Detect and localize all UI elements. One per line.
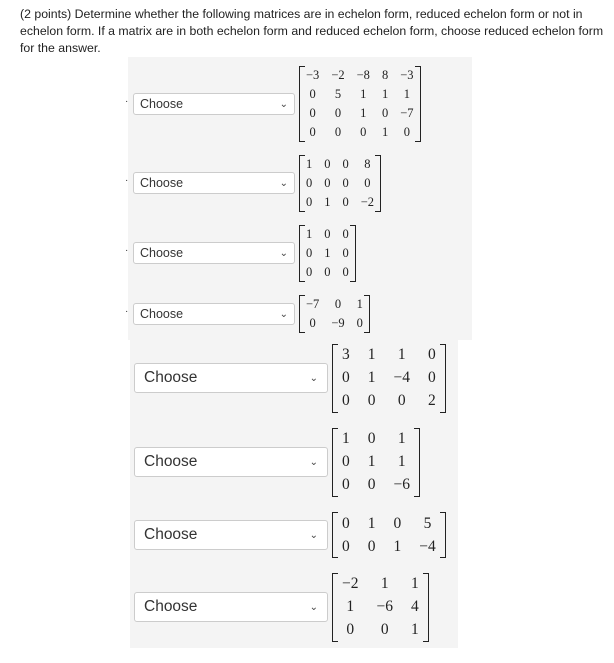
question-row [134,573,429,642]
matrix-entry: 1 [306,156,313,171]
matrix-entry: 1 [380,575,389,592]
matrix-entry: −2 [331,68,345,82]
matrix-entry: 1 [356,297,363,311]
select-value: Choose [144,526,198,543]
matrix-entry: 1 [367,453,376,470]
answer-select[interactable] [133,303,295,325]
matrix-entry: 1 [346,598,355,615]
matrix-entry: −6 [376,598,393,615]
question-text: (2 points) Determine whether the following matrices are in echelon form, reduced echelon form or not in echelon form. If a matrix are in both echelon form and reduced echelon form, choose reduced echelon form for the answer. [20,7,604,55]
matrix-entry: 0 [367,476,376,493]
matrix-entry: 0 [334,106,342,120]
matrix-entry: 5 [423,514,432,532]
matrix [332,344,446,413]
matrix [332,428,420,497]
answer-select[interactable] [134,592,328,622]
matrix-entry: 1 [411,575,419,592]
select-value: Choose [140,246,184,260]
select-value: Choose [140,97,184,111]
matrix-entry: −8 [356,68,370,82]
matrix [332,512,446,558]
matrix-entry: 8 [364,156,371,171]
question-row [133,66,421,142]
matrix-entry: 0 [342,453,350,470]
matrix-entry: 0 [342,156,349,171]
matrix-entry: 1 [324,194,331,209]
matrix-entry: 1 [367,514,376,532]
matrix-entry: 5 [334,87,342,101]
matrix-entry: 0 [306,245,313,260]
matrix-entry: 0 [381,106,389,120]
matrix-entry: 0 [393,514,402,532]
matrix-entry: 1 [360,87,367,101]
matrix-entry: 0 [367,537,376,555]
matrix-entry: 0 [342,369,350,386]
matrix-entry: 1 [411,621,419,638]
matrix-entry: 0 [309,125,316,139]
matrix-entry: 1 [397,430,406,447]
bullet: · [125,96,129,107]
matrix-entry: 0 [364,175,371,190]
matrix-entry: 0 [342,245,349,260]
matrix-entry: 2 [428,392,436,409]
answer-select[interactable] [133,172,295,194]
chevron-down-icon: ⌄ [309,601,318,613]
matrix-entry: −4 [419,537,436,555]
matrix-entry: 1 [342,430,350,447]
matrix-entry: 8 [381,68,389,82]
chevron-down-icon: ⌄ [279,247,288,259]
matrix-entry: 1 [306,226,313,241]
matrix-entry: 0 [342,264,349,279]
question-row [134,344,446,413]
matrix-entry: 0 [428,346,436,363]
matrix-entry: 1 [397,453,406,470]
matrix [299,155,381,212]
question-row [133,295,370,333]
matrix-entry: 0 [342,226,349,241]
select-value: Choose [144,369,198,386]
matrix-entry: 0 [342,194,349,209]
matrix-entry: −9 [331,316,345,330]
select-value: Choose [140,307,184,321]
matrix-entry: −7 [400,106,414,120]
matrix-entry: −7 [306,297,320,311]
matrix-entry: 0 [342,175,349,190]
chevron-down-icon: ⌄ [279,98,288,110]
question-row [134,512,446,558]
answer-select[interactable] [134,520,328,550]
matrix-entry: 1 [360,106,367,120]
answer-select[interactable] [133,93,295,115]
matrix-entry: −2 [360,194,375,209]
matrix-entry: −6 [393,476,410,493]
question-row [133,225,356,282]
matrix-entry: 1 [367,346,376,363]
chevron-down-icon: ⌄ [279,308,288,320]
matrix [332,573,429,642]
matrix [299,66,421,142]
matrix-entry: 1 [381,87,389,101]
question-row [134,428,420,497]
matrix-entry: −3 [400,68,414,82]
chevron-down-icon: ⌄ [309,372,318,384]
matrix-entry: 0 [306,264,313,279]
matrix-entry: 0 [309,316,316,330]
matrix-entry: 0 [403,125,410,139]
matrix-entry: 1 [381,125,389,139]
select-value: Choose [144,598,198,615]
matrix-entry: 0 [342,537,350,555]
matrix-entry: 1 [324,245,331,260]
bullet: · [125,306,129,317]
matrix-entry: 0 [342,392,350,409]
matrix-entry: 0 [309,87,316,101]
matrix-entry: 0 [324,264,331,279]
matrix-entry: 0 [334,297,342,311]
matrix-entry: 0 [346,621,355,638]
answer-select[interactable] [134,447,328,477]
bullet: · [125,175,129,186]
matrix-entry: −2 [342,575,359,592]
matrix-entry: 0 [367,392,376,409]
matrix-entry: 1 [403,87,410,101]
matrix-entry: 0 [428,369,436,386]
select-value: Choose [140,176,184,190]
answer-select[interactable] [134,363,328,393]
matrix-entry: 4 [411,598,419,615]
matrix-entry: 1 [393,537,402,555]
matrix-entry: 0 [360,125,367,139]
matrix-entry: −3 [306,68,320,82]
matrix-entry: 0 [306,175,313,190]
matrix-entry: 0 [334,125,342,139]
matrix-entry: 3 [342,346,350,363]
matrix-entry: 0 [397,392,406,409]
matrix-entry: 1 [367,369,376,386]
question-row [133,155,381,212]
matrix-entry: 0 [342,476,350,493]
matrix [299,295,370,333]
answer-select[interactable] [133,242,295,264]
chevron-down-icon: ⌄ [279,177,288,189]
matrix-entry: 0 [380,621,389,638]
matrix-entry: 0 [367,430,376,447]
matrix-entry: 0 [342,514,350,532]
matrix-entry: 0 [324,175,331,190]
chevron-down-icon: ⌄ [309,529,318,541]
matrix-entry: 0 [324,226,331,241]
matrix-entry: 0 [306,194,313,209]
matrix-entry: 0 [324,156,331,171]
matrix [299,225,356,282]
matrix-entry: −4 [393,369,410,386]
matrix-entry: 0 [309,106,316,120]
chevron-down-icon: ⌄ [309,456,318,468]
bullet: · [125,245,129,256]
matrix-entry: 0 [356,316,363,330]
select-value: Choose [144,453,198,470]
matrix-entry: 1 [397,346,406,363]
